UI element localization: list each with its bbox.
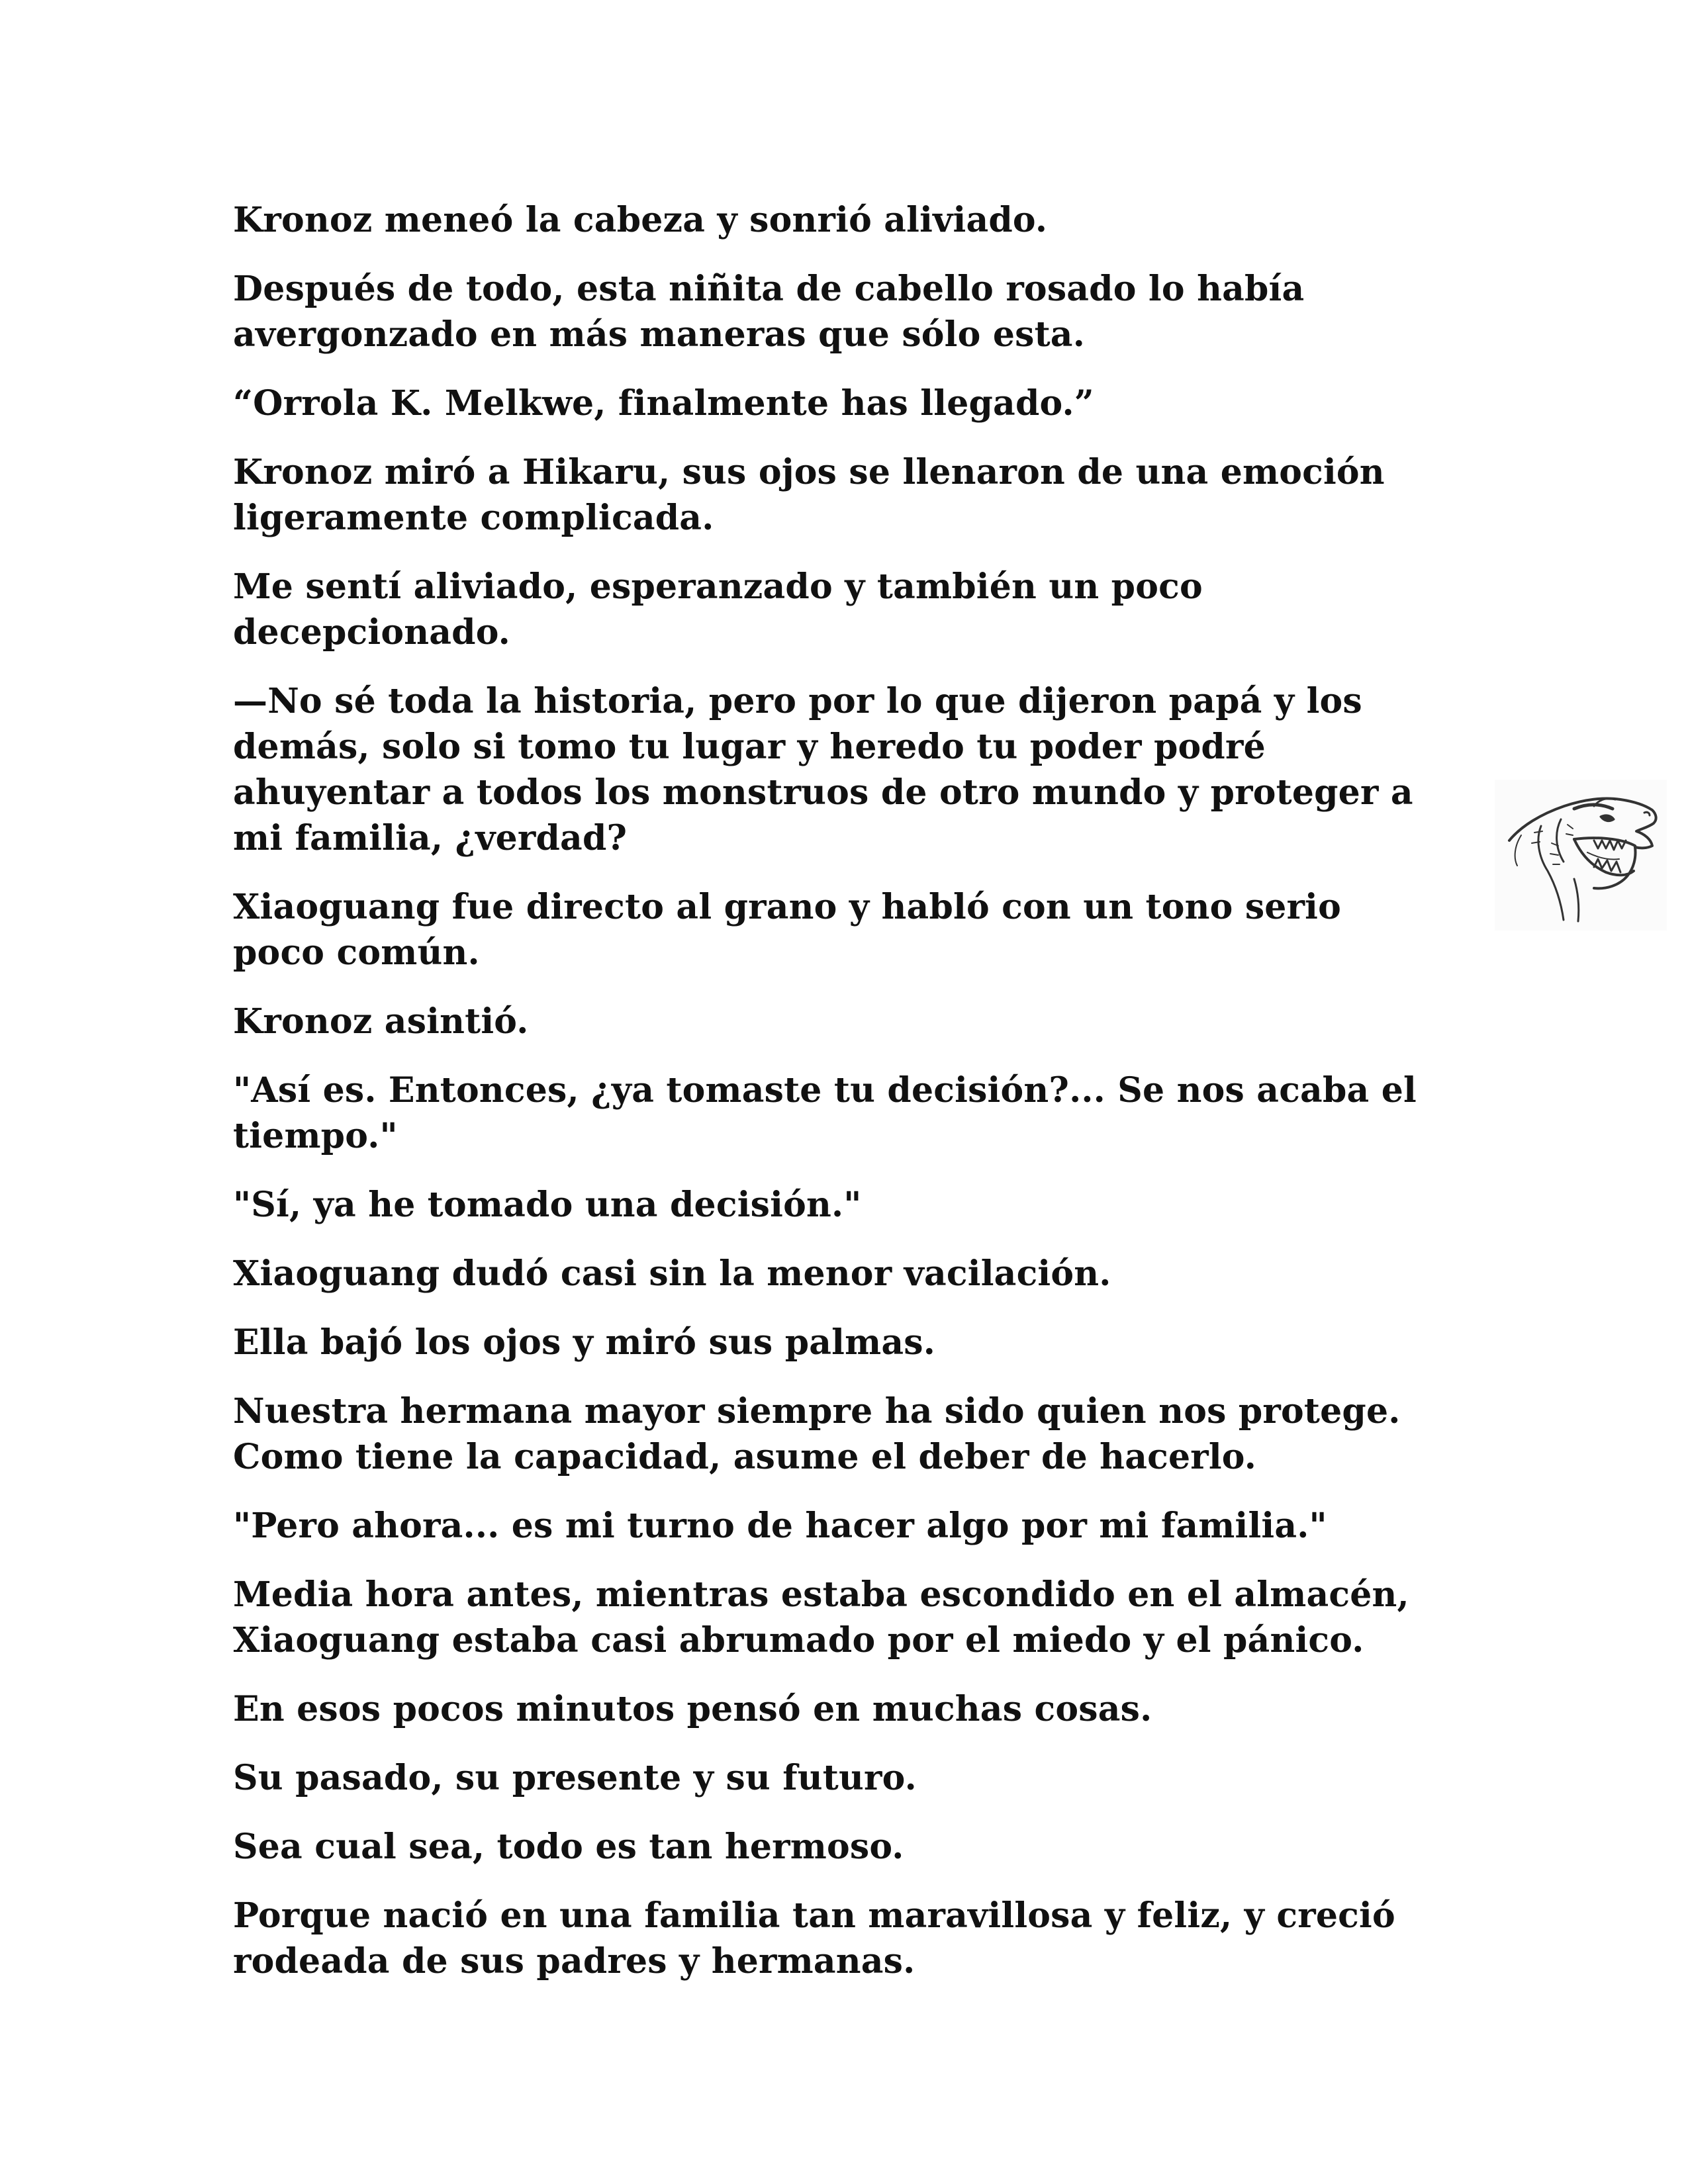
paragraph: —No sé toda la historia, pero por lo que dijeron papá y los demás, solo si tomo tu lugar y heredo tu poder podré ahuyentar a todos los monstruos de otro mundo y proteger a mi familia, ¿verdad?	[233, 681, 1413, 858]
text-column	[233, 197, 1444, 2007]
paragraph: Media hora antes, mientras estaba escondido en el almacén, Xiaoguang estaba casi abrumado por el miedo y el pánico.	[233, 1574, 1409, 1661]
paragraph: "Pero ahora... es mi turno de hacer algo por mi familia."	[233, 1506, 1327, 1546]
paragraph: Después de todo, esta niñita de cabello rosado lo había avergonzado en más maneras que sólo esta.	[233, 269, 1305, 355]
paragraph: “Orrola K. Melkwe, finalmente has llegado.”	[233, 383, 1094, 424]
paragraph: Nuestra hermana mayor siempre ha sido quien nos protege. Como tiene la capacidad, asume el deber de hacerlo.	[233, 1391, 1401, 1477]
paragraph: Xiaoguang dudó casi sin la menor vacilación.	[233, 1253, 1111, 1294]
paragraph: Ella bajó los ojos y miró sus palmas.	[233, 1322, 936, 1363]
paragraph: Porque nació en una familia tan maravillosa y feliz, y creció rodeada de sus padres y hermanas.	[233, 1895, 1395, 1981]
paragraph: Kronoz asintió.	[233, 1001, 529, 1042]
paragraph: Sea cual sea, todo es tan hermoso.	[233, 1827, 904, 1867]
paragraph: "Sí, ya he tomado una decisión."	[233, 1185, 862, 1225]
paragraph: Su pasado, su presente y su futuro.	[233, 1758, 917, 1798]
paragraph: En esos pocos minutos pensó en muchas cosas.	[233, 1689, 1152, 1729]
paragraph: Me sentí aliviado, esperanzado y también un poco decepcionado.	[233, 567, 1203, 653]
paragraph: Xiaoguang fue directo al grano y habló con un tono serio poco común.	[233, 887, 1342, 973]
paragraph: Kronoz meneó la cabeza y sonrió aliviado.	[233, 200, 1048, 240]
paragraph: Kronoz miró a Hikaru, sus ojos se llenaron de una emoción ligeramente complicada.	[233, 452, 1385, 538]
dinosaur-sketch-icon	[1495, 780, 1667, 931]
paragraph: "Así es. Entonces, ¿ya tomaste tu decisión?... Se nos acaba el tiempo."	[233, 1070, 1417, 1156]
